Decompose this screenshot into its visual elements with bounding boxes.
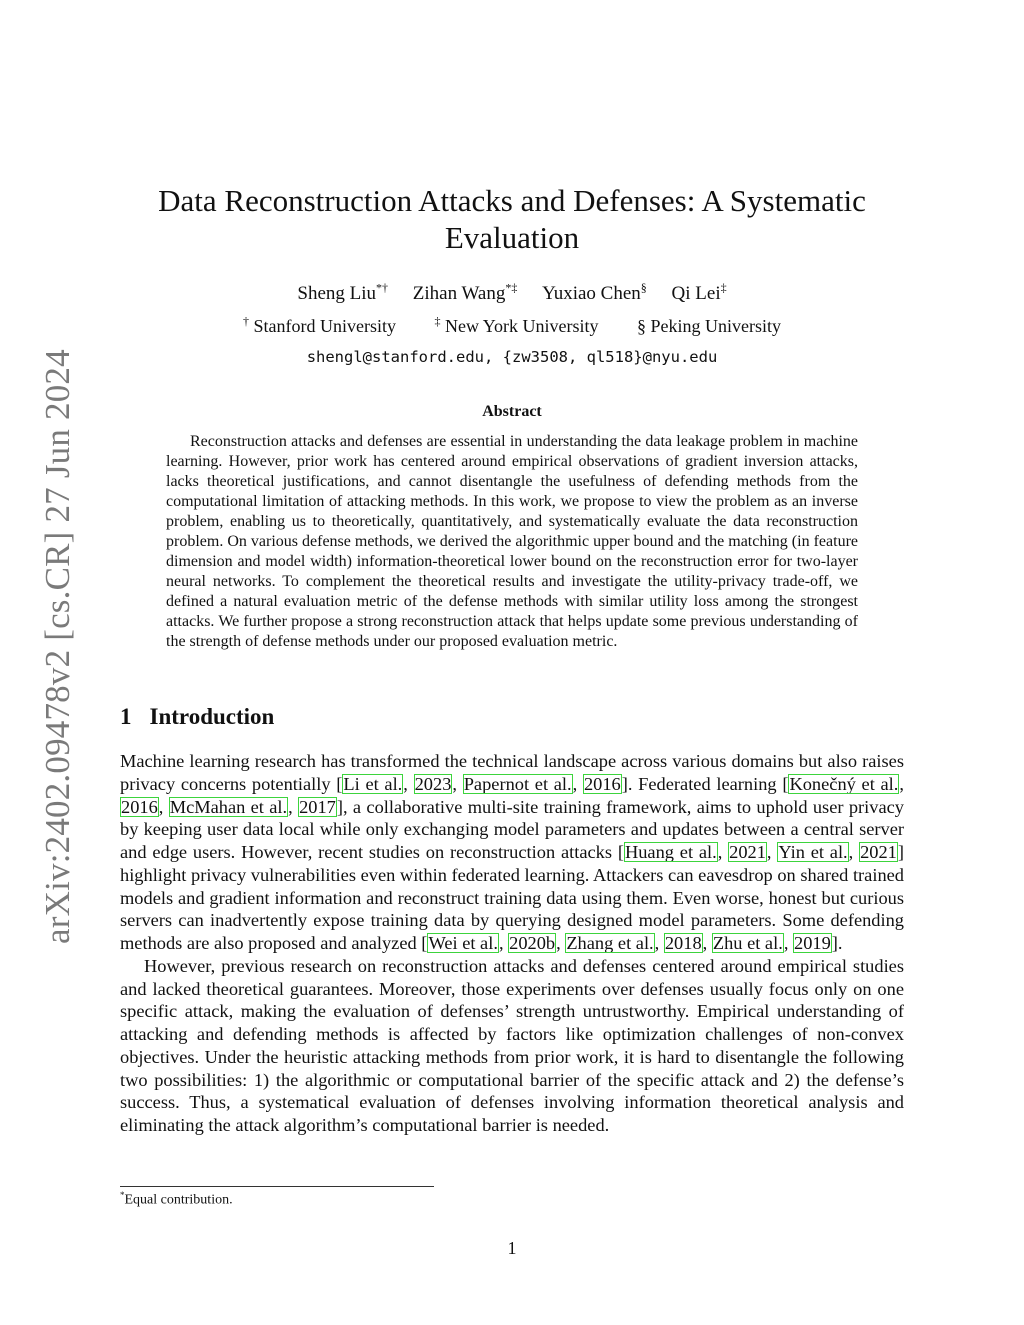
citation-link[interactable]: Konečný et al.: [789, 773, 899, 794]
affiliation-name: Stanford University: [253, 316, 396, 336]
intro-paragraph-2: However, previous research on reconstruction attacks and defenses centered around empirical studies and lacked theoretical guarantees. Moreover, those experiments over defenses usually focus only on one specific attack, making the evaluation of defenses’ strength untrustworthy. Empirical understanding of attacking and defending methods is affected by factors like optimization challenges of non-convex objectives. Under the heuristic attacking methods from prior work, it is hard to disentangle the following two possibilities: 1) the algorithmic or computational barrier of the specific attack and 2) the defense’s success. Thus, a systematical evaluation of defenses involving information theoretical analysis and eliminating the attack algorithm’s computational barrier is needed.: [120, 955, 904, 1135]
author-marks: ‡: [720, 281, 727, 295]
citation-link[interactable]: 2020b: [509, 933, 556, 953]
abstract-heading: Abstract: [482, 403, 542, 420]
page-number: 1: [507, 1238, 517, 1258]
citation-link[interactable]: 2019: [794, 933, 831, 953]
author-marks: *‡: [505, 281, 518, 295]
author-name: Qi Lei: [671, 283, 721, 305]
footnote-text: Equal contribution.: [124, 1192, 233, 1208]
paragraph-text: ], a collaborative multi-site training framework, aims to uphold user privacy by keeping user data local while only exchanging model parameters and updates between a central server and edge users. However, recent studies on reconstruction attacks [: [120, 796, 904, 862]
citation-link[interactable]: 2016: [583, 773, 621, 794]
affiliation-mark: ‡: [434, 314, 441, 328]
citation-link[interactable]: Yin et al.: [778, 842, 848, 862]
citation-link[interactable]: Wei et al.: [428, 933, 498, 953]
author: [413, 283, 518, 304]
affiliation-mark: §: [637, 316, 646, 336]
author-list: [130, 281, 894, 305]
affiliation-name: New York University: [444, 316, 599, 336]
footnote: [120, 1190, 233, 1209]
author-name: Sheng Liu: [297, 283, 377, 305]
citation-link[interactable]: 2016: [121, 796, 158, 817]
arxiv-identifier: arXiv:2402.09478v2 [cs.CR] 27 Jun 2024: [38, 349, 77, 944]
citation-link[interactable]: Papernot et al.: [463, 773, 572, 794]
author-emails: shengl@stanford.edu, {zw3508, ql518}@nyu.edu: [306, 348, 718, 366]
abstract-text: Reconstruction attacks and defenses are essential in understanding the data leakage problem in machine learning. However, prior work has centered around empirical observations of gradient inversion attacks, lacks theoretical justifications, and cannot disentangle the usefulness of defending methods from the computational limitation of attacking methods. In this work, we propose to view the problem as an inverse problem, enabling us to theoretically, quantitatively, and systematically evaluate the data reconstruction problem. On various defense methods, we derived the algorithmic upper bound and the matching (in feature dimension and model width) information-theoretical lower bound on the reconstruction error for two-layer neural networks. To complement the theoretical results and investigate the utility-privacy trade-off, we defined a natural evaluation metric of the defense methods with similar utility loss among the strongest attacks. We further propose a strong reconstruction attack that helps update some previous understanding of the strength of defense methods under our proposed evaluation metric.: [166, 433, 858, 650]
citation-link[interactable]: 2018: [664, 933, 702, 953]
affiliation: [637, 316, 781, 336]
section-title: Introduction: [149, 704, 275, 729]
paragraph-text: ]. Federated learning [: [621, 773, 789, 794]
affiliation: [434, 316, 598, 336]
citation-link[interactable]: McMahan et al.: [169, 796, 288, 817]
citation-link[interactable]: Zhu et al.: [712, 933, 783, 953]
intro-paragraph-1: Machine learning research has transformed the technical landscape across various domains but also raises privacy concerns potentially [Li et al., 2023, Papernot et al., 2016]. Federated learning [Konečný et al., 2016, McMahan et al., 2017], a collaborative multi-site training framework, aims to uphold user privacy by keeping user data local while only exchanging model parameters and updates between a central server and edge users. However, recent studies on reconstruction attacks [Huang et al., 2021, Yin et al., 2021] highlight privacy vulnerabilities even within federated learning. Attackers can eavesdrop on shared trained models and gradient information and reconstruct training data using them. Even worse, honest but curious servers can inadvertently expose training data by querying designed model parameters. Some defending methods are also proposed and analyzed [Wei et al., 2020b, Zhang et al., 2018, Zhu et al., 2019].: [120, 751, 904, 953]
author-marks: *†: [376, 281, 389, 295]
author: [297, 283, 388, 304]
author: [672, 283, 727, 304]
affiliation: [243, 316, 396, 336]
citation-link[interactable]: Huang et al.: [624, 842, 717, 862]
citation-link[interactable]: Li et al.: [343, 773, 403, 794]
footnote-mark: *: [120, 1190, 125, 1200]
section-heading: [120, 704, 274, 730]
paragraph-text: Machine learning research has transformed the technical landscape across various domains but also raises privacy concerns potentially [: [120, 751, 904, 794]
author-name: Yuxiao Chen: [542, 283, 641, 305]
citation-link[interactable]: 2021: [860, 842, 897, 862]
author: [542, 283, 647, 304]
citation-link[interactable]: 2021: [729, 842, 766, 862]
citation-link[interactable]: 2017: [299, 796, 336, 817]
citation-link[interactable]: 2023: [414, 773, 452, 794]
author-marks: §: [640, 281, 647, 295]
affiliation-mark: †: [243, 314, 249, 328]
section-number: 1: [120, 704, 132, 729]
affiliation-list: [130, 314, 894, 337]
author-name: Zihan Wang: [412, 283, 506, 305]
paper-title: Data Reconstruction Attacks and Defenses: A Systematic Evaluation: [158, 183, 866, 255]
affiliation-name: Peking University: [650, 316, 781, 336]
paragraph-text: ].: [831, 933, 843, 953]
paragraph-text: ] highlight privacy vulnerabilities even within federated learning. Attackers can eavesdrop on shared trained models and gradient information and reconstruct training data using them. Even worse, honest but curious servers can inadvertently expose training data by querying designed model parameters. Some defending methods are also proposed and analyzed [: [120, 842, 904, 953]
citation-link[interactable]: Zhang et al.: [566, 933, 654, 953]
introduction-body: [120, 750, 904, 1137]
footnote-divider: [120, 1186, 434, 1187]
